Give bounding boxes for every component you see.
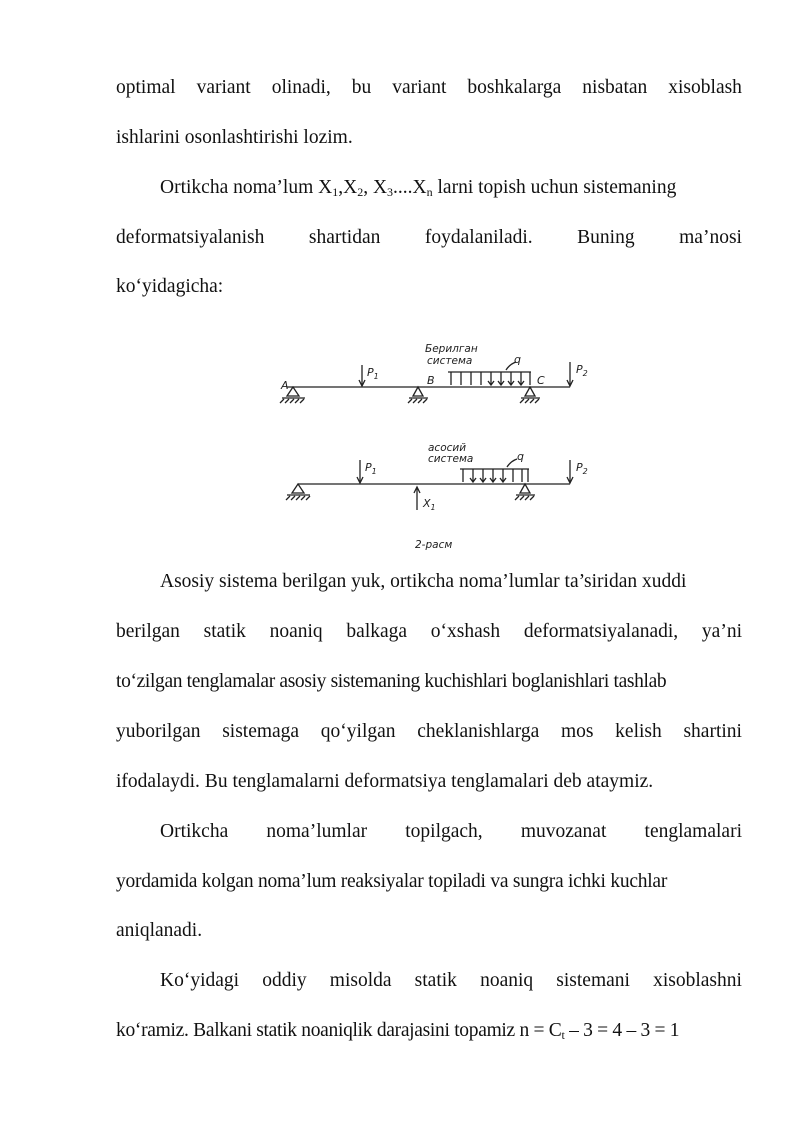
word: Buning xyxy=(577,227,635,248)
label-b: B xyxy=(427,374,435,387)
word: cheklanishlarga xyxy=(417,721,540,742)
word: tenglamalari xyxy=(644,821,742,842)
word: Ortikcha xyxy=(160,821,229,842)
text-line-6 xyxy=(160,570,742,594)
subscript: t xyxy=(561,1028,565,1042)
word: shartidan xyxy=(308,227,381,248)
text-line-4 xyxy=(116,226,742,250)
word: foydalaniladi. xyxy=(424,227,533,248)
word: olinadi, xyxy=(271,77,331,98)
label-p2: $P_2$ xyxy=(576,363,588,378)
line-text: ....X xyxy=(393,177,427,198)
word: variant xyxy=(196,77,251,98)
word: o‘xshash xyxy=(430,621,501,642)
text-line-10 xyxy=(116,770,742,794)
word: sistemaga xyxy=(222,721,300,742)
label-q: q xyxy=(514,353,521,366)
text-line-12 xyxy=(116,870,742,894)
word: mos xyxy=(560,721,594,742)
figure-caption: 2-расм xyxy=(415,539,453,551)
line-text: ko‘ramiz. Balkani statik noaniqlik darajasini topamiz n = C xyxy=(116,1020,562,1041)
text-line-5 xyxy=(116,275,742,299)
line-text: larni topish uchun sistemaning xyxy=(432,177,677,198)
text-line-9 xyxy=(116,720,742,744)
word: bu xyxy=(351,77,372,98)
line-text: ,X xyxy=(338,177,358,198)
ground-hatch-icon xyxy=(520,399,539,403)
word: Ko‘yidagi xyxy=(160,970,240,991)
text-line-15 xyxy=(116,1019,742,1043)
label-c: C xyxy=(537,374,545,387)
support-c-bottom-icon xyxy=(520,484,530,493)
text-line-2 xyxy=(116,126,742,150)
support-a-icon xyxy=(287,387,299,396)
line-text: ifodalaydi. Bu tenglamalarni deformatsiya tenglamalari deb ataymiz. xyxy=(116,771,654,792)
word: deformatsiyalanish xyxy=(116,227,265,248)
word: ma’nosi xyxy=(679,227,742,248)
word: shartini xyxy=(683,721,742,742)
subscript: 1 xyxy=(332,185,339,199)
ground-hatch-icon xyxy=(408,399,427,403)
top-title-line2: система xyxy=(427,355,473,367)
word: noaniq xyxy=(269,621,323,642)
subscript: 3 xyxy=(387,185,394,199)
label-a: A xyxy=(281,379,289,392)
line-text: , X xyxy=(363,177,388,198)
word: berilgan xyxy=(116,621,180,642)
word: noaniq xyxy=(480,970,534,991)
word: optimal xyxy=(116,77,176,98)
word: topilgach, xyxy=(405,821,483,842)
subscript: 2 xyxy=(357,185,364,199)
word: oddiy xyxy=(262,970,307,991)
support-c-icon xyxy=(525,387,535,396)
word: kelish xyxy=(615,721,662,742)
word: xisoblash xyxy=(668,77,742,98)
ground-hatch-icon xyxy=(286,496,310,500)
label-x1: $X_1$ xyxy=(423,497,436,512)
text-line-7 xyxy=(116,620,742,644)
word: deformatsiyalanadi, xyxy=(523,621,679,642)
text-line-8 xyxy=(116,670,742,694)
top-title-line1: Берилган xyxy=(425,343,478,355)
word: muvozanat xyxy=(520,821,607,842)
ground-hatch-icon xyxy=(280,399,304,403)
word: boshkalarga xyxy=(467,77,562,98)
word: qo‘yilgan xyxy=(320,721,396,742)
label-p1: $P_1$ xyxy=(367,366,379,381)
line-text: ishlarini osonlashtirishi lozim. xyxy=(116,127,353,148)
label-p1-bottom: $P_1$ xyxy=(365,461,377,476)
word: nisbatan xyxy=(582,77,648,98)
subscript: n xyxy=(426,185,433,199)
ground-hatch-icon xyxy=(515,496,534,500)
word: misolda xyxy=(329,970,392,991)
label-p2-bottom: $P_2$ xyxy=(576,461,588,476)
support-b-icon xyxy=(413,387,423,396)
line-text: Ortikcha noma’lum X xyxy=(160,177,333,198)
word: balkaga xyxy=(346,621,408,642)
text-line-13 xyxy=(116,919,742,943)
line-text: yordamida kolgan noma’lum reaksiyalar topiladi va sungra ichki kuchlar xyxy=(116,871,668,892)
word: sistemani xyxy=(556,970,630,991)
support-a-bottom-icon xyxy=(292,484,304,493)
line-text: Asosiy sistema berilgan yuk, ortikcha noma’lumlar ta’siridan xuddi xyxy=(160,571,687,592)
text-line-14 xyxy=(160,969,742,993)
line-text: to‘zilgan tenglamalar asosiy sistemaning kuchishlari boglanishlari tashlab xyxy=(116,671,667,692)
word: statik xyxy=(414,970,457,991)
line-text: ko‘yidagicha: xyxy=(116,276,224,297)
text-line-1 xyxy=(116,76,742,100)
word: statik xyxy=(203,621,246,642)
word: xisoblashni xyxy=(653,970,742,991)
text-line-11 xyxy=(160,820,742,844)
line-text: aniqlanadi. xyxy=(116,920,203,941)
bottom-title-line2: система xyxy=(428,453,474,465)
line-text: – 3 = 4 – 3 = 1 xyxy=(564,1020,680,1041)
word: ya’ni xyxy=(701,621,742,642)
beam-diagram-figure xyxy=(270,335,610,560)
text-line-3 xyxy=(160,176,742,200)
word: noma’lumlar xyxy=(266,821,368,842)
word: yuborilgan xyxy=(116,721,201,742)
word: variant xyxy=(392,77,447,98)
label-q-bottom: q xyxy=(517,450,524,463)
bottom-title-line1: асосий xyxy=(428,442,467,454)
